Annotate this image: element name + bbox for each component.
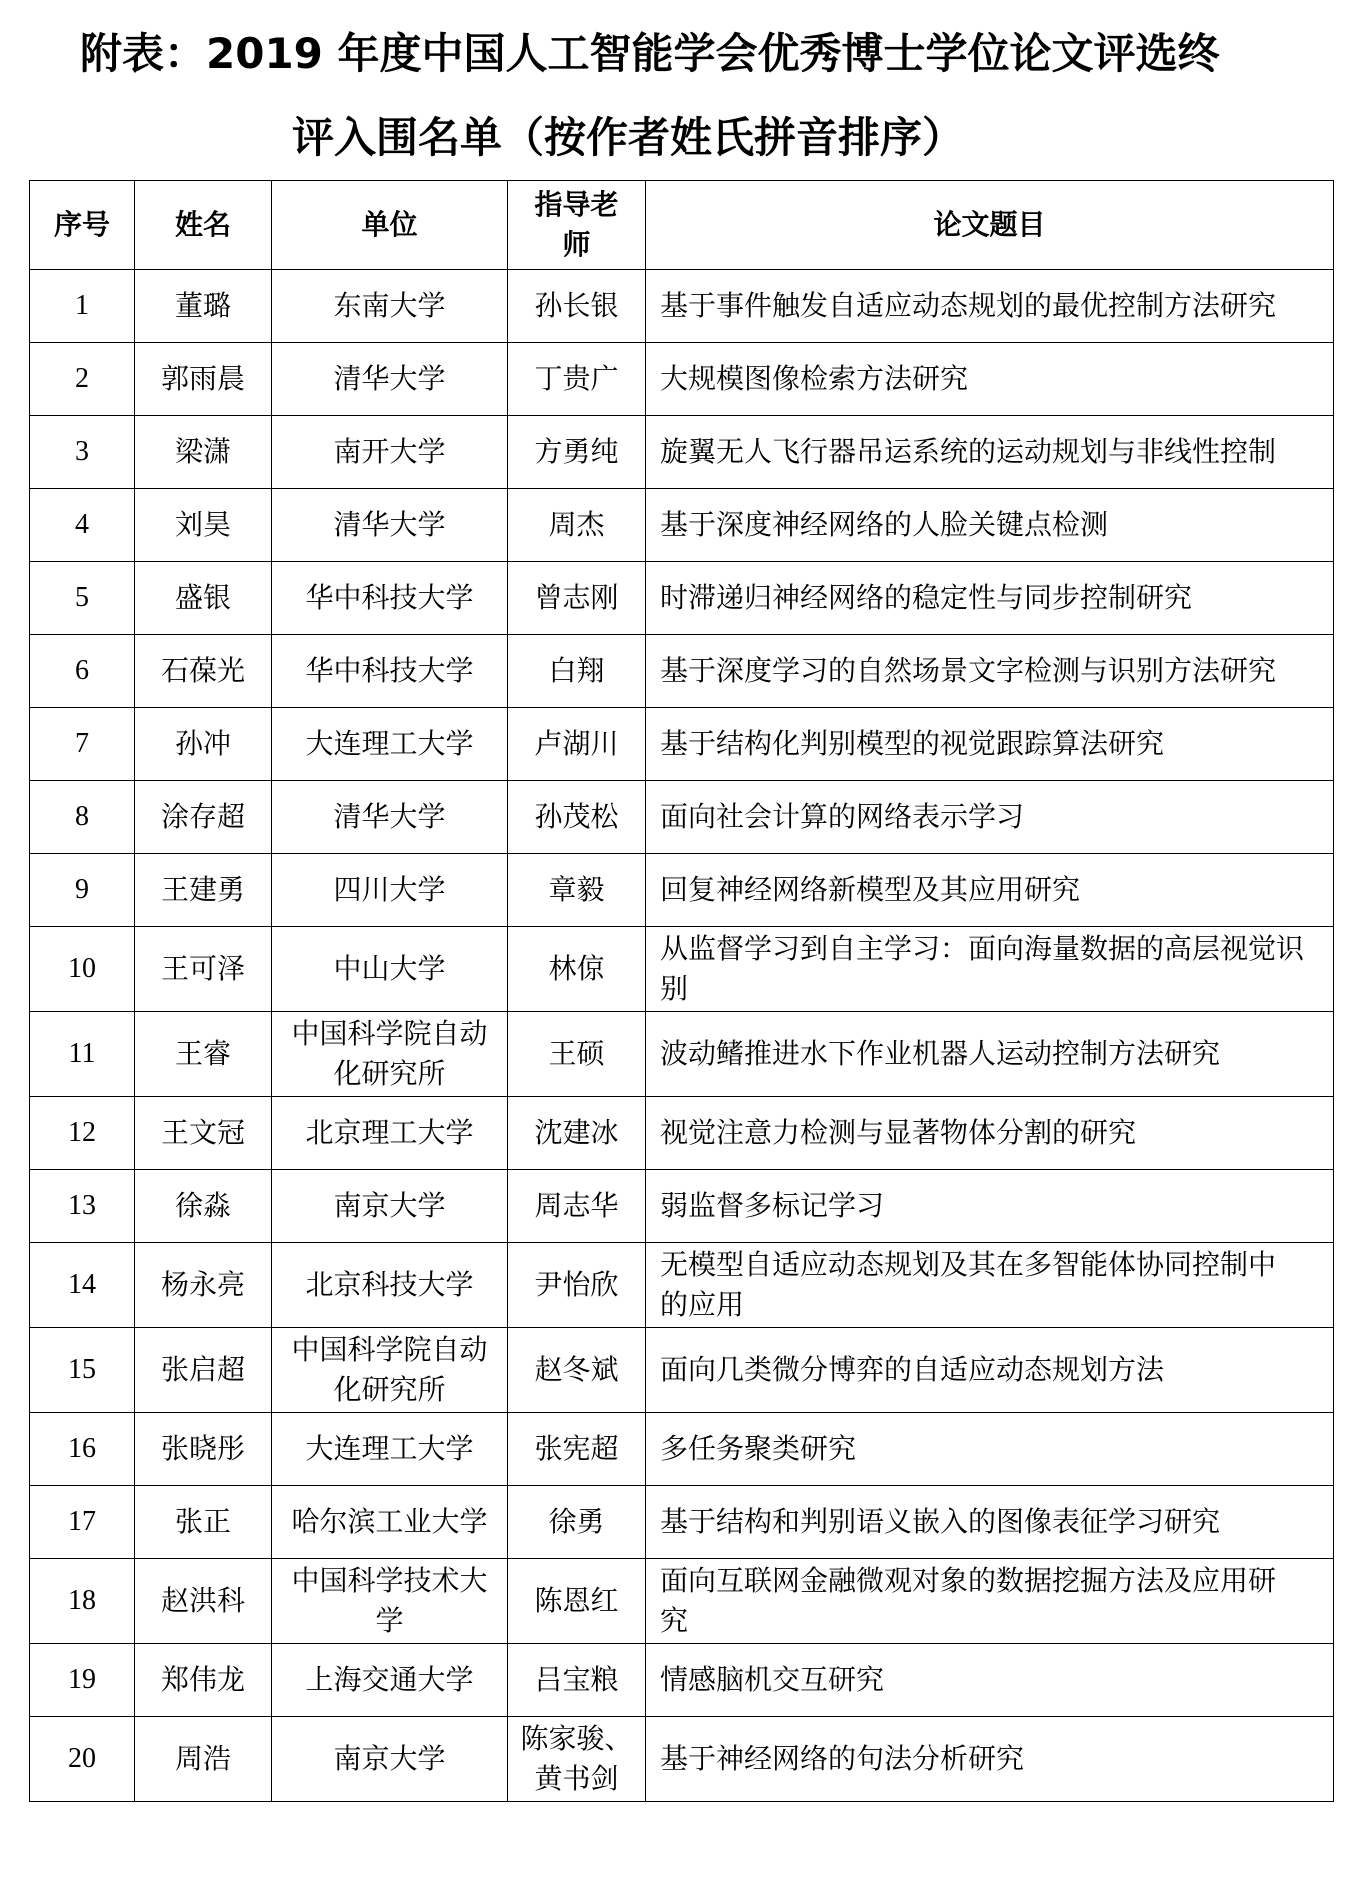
row-name: 赵洪科 — [135, 1559, 272, 1644]
row-name: 杨永亮 — [135, 1243, 272, 1328]
row-index: 5 — [30, 562, 135, 635]
row-advisor — [508, 927, 646, 1012]
row-advisor — [508, 489, 646, 562]
row-topic-line: 回复神经网络新模型及其应用研究 — [660, 873, 1081, 906]
row-unit-line: 哈尔滨工业大学 — [291, 1505, 488, 1538]
row-unit-line: 化研究所 — [333, 1373, 446, 1406]
row-unit-line: 东南大学 — [333, 289, 446, 322]
table-row — [30, 1486, 1334, 1559]
row-advisor-line: 吕宝粮 — [534, 1663, 619, 1696]
row-advisor-line: 白翔 — [548, 654, 605, 687]
row-advisor-line: 徐勇 — [548, 1505, 605, 1538]
row-advisor — [508, 1328, 646, 1413]
row-advisor — [508, 343, 646, 416]
row-unit-line: 上海交通大学 — [305, 1663, 474, 1696]
table-row — [30, 708, 1334, 781]
row-index: 18 — [30, 1559, 135, 1644]
row-name: 刘昊 — [135, 489, 272, 562]
row-name: 王建勇 — [135, 854, 272, 927]
row-topic — [646, 1170, 1334, 1243]
row-name: 石葆光 — [135, 635, 272, 708]
row-topic — [646, 1486, 1334, 1559]
row-unit — [272, 416, 508, 489]
row-unit-line: 清华大学 — [333, 508, 446, 541]
row-advisor-line: 周志华 — [534, 1189, 619, 1222]
row-topic — [646, 562, 1334, 635]
row-name: 梁潇 — [135, 416, 272, 489]
row-unit — [272, 1717, 508, 1802]
row-name: 王可泽 — [135, 927, 272, 1012]
table-row — [30, 854, 1334, 927]
row-unit — [272, 562, 508, 635]
row-name: 孙冲 — [135, 708, 272, 781]
table-row — [30, 489, 1334, 562]
row-unit — [272, 1559, 508, 1644]
row-topic — [646, 1328, 1334, 1413]
row-index: 12 — [30, 1097, 135, 1170]
table-row — [30, 1097, 1334, 1170]
row-unit-line: 中国科学技术大 — [291, 1564, 488, 1597]
table-row — [30, 1644, 1334, 1717]
row-advisor-line: 孙长银 — [534, 289, 619, 322]
table-row — [30, 416, 1334, 489]
row-name: 徐淼 — [135, 1170, 272, 1243]
row-advisor — [508, 562, 646, 635]
row-topic — [646, 781, 1334, 854]
row-unit-line: 南京大学 — [333, 1189, 446, 1222]
row-topic-line: 基于结构化判别模型的视觉跟踪算法研究 — [660, 727, 1165, 760]
row-topic-line: 基于深度神经网络的人脸关键点检测 — [660, 508, 1109, 541]
row-advisor-line: 黄书剑 — [534, 1762, 619, 1795]
row-index: 20 — [30, 1717, 135, 1802]
row-advisor — [508, 1170, 646, 1243]
row-topic-line: 多任务聚类研究 — [660, 1432, 857, 1465]
row-unit-line: 华中科技大学 — [305, 654, 474, 687]
row-advisor — [508, 708, 646, 781]
row-index: 8 — [30, 781, 135, 854]
row-index: 2 — [30, 343, 135, 416]
row-advisor-line: 王硕 — [548, 1037, 605, 1070]
row-unit-line: 中国科学院自动 — [291, 1333, 488, 1366]
row-unit-line: 化研究所 — [333, 1057, 446, 1090]
row-unit — [272, 854, 508, 927]
row-topic-line: 面向互联网金融微观对象的数据挖掘方法及应用研 — [660, 1564, 1277, 1597]
row-advisor-line: 孙茂松 — [534, 800, 619, 833]
row-unit-line: 大连理工大学 — [305, 1432, 474, 1465]
row-unit-line: 北京理工大学 — [305, 1116, 474, 1149]
row-name: 涂存超 — [135, 781, 272, 854]
table-row — [30, 1012, 1334, 1097]
page-title-line-2: 评入围名单（按作者姓氏拼音排序） — [292, 113, 965, 162]
row-index: 7 — [30, 708, 135, 781]
row-unit-line: 华中科技大学 — [305, 581, 474, 614]
row-name: 张晓彤 — [135, 1413, 272, 1486]
row-index: 9 — [30, 854, 135, 927]
row-advisor-line: 章毅 — [548, 873, 605, 906]
row-advisor-line: 陈恩红 — [534, 1584, 619, 1617]
row-unit — [272, 1328, 508, 1413]
row-topic — [646, 708, 1334, 781]
row-advisor — [508, 1644, 646, 1717]
table-row — [30, 635, 1334, 708]
table-row — [30, 1243, 1334, 1328]
row-topic — [646, 343, 1334, 416]
row-topic — [646, 854, 1334, 927]
table-row — [30, 270, 1334, 343]
row-topic-line: 时滞递归神经网络的稳定性与同步控制研究 — [660, 581, 1193, 614]
row-unit-line: 清华大学 — [333, 800, 446, 833]
row-unit-line: 清华大学 — [333, 362, 446, 395]
row-index: 10 — [30, 927, 135, 1012]
row-index: 6 — [30, 635, 135, 708]
row-advisor — [508, 1486, 646, 1559]
row-name: 王睿 — [135, 1012, 272, 1097]
row-topic — [646, 635, 1334, 708]
row-unit-line: 学 — [375, 1604, 404, 1637]
row-index: 19 — [30, 1644, 135, 1717]
row-index: 3 — [30, 416, 135, 489]
row-advisor — [508, 1097, 646, 1170]
row-index: 1 — [30, 270, 135, 343]
row-name: 董璐 — [135, 270, 272, 343]
row-name: 盛银 — [135, 562, 272, 635]
row-topic — [646, 489, 1334, 562]
row-topic-line: 视觉注意力检测与显著物体分割的研究 — [660, 1116, 1137, 1149]
table-row — [30, 1559, 1334, 1644]
row-unit — [272, 270, 508, 343]
table-row — [30, 562, 1334, 635]
row-unit — [272, 1486, 508, 1559]
table-header-row — [30, 181, 1334, 270]
row-topic-line: 别 — [660, 972, 689, 1005]
row-advisor-line: 张宪超 — [534, 1432, 619, 1465]
row-advisor-line: 尹怡欣 — [534, 1268, 619, 1301]
row-index: 4 — [30, 489, 135, 562]
row-unit — [272, 708, 508, 781]
row-advisor-line: 方勇纯 — [534, 435, 619, 468]
row-index: 16 — [30, 1413, 135, 1486]
table-row — [30, 1717, 1334, 1802]
row-unit — [272, 1413, 508, 1486]
row-advisor — [508, 1717, 646, 1802]
row-name: 郭雨晨 — [135, 343, 272, 416]
row-topic-line: 基于深度学习的自然场景文字检测与识别方法研究 — [660, 654, 1277, 687]
row-topic — [646, 1243, 1334, 1328]
row-advisor-line: 曾志刚 — [534, 581, 619, 614]
row-topic-line: 无模型自适应动态规划及其在多智能体协同控制中 — [660, 1248, 1277, 1281]
row-name: 张正 — [135, 1486, 272, 1559]
table-row — [30, 781, 1334, 854]
row-topic — [646, 1559, 1334, 1644]
row-topic-line: 弱监督多标记学习 — [660, 1189, 885, 1222]
row-topic-line: 波动鳍推进水下作业机器人运动控制方法研究 — [660, 1037, 1221, 1070]
row-topic — [646, 1097, 1334, 1170]
table-row — [30, 927, 1334, 1012]
header-advisor-line-1: 指导老 — [534, 188, 619, 221]
row-unit — [272, 781, 508, 854]
row-advisor — [508, 1413, 646, 1486]
row-unit — [272, 489, 508, 562]
table-row — [30, 343, 1334, 416]
row-unit — [272, 343, 508, 416]
row-unit — [272, 1097, 508, 1170]
row-unit — [272, 635, 508, 708]
page-title-line-1: 附表：2019 年度中国人工智能学会优秀博士学位论文评选终 — [80, 29, 1220, 78]
row-name: 张启超 — [135, 1328, 272, 1413]
row-name: 周浩 — [135, 1717, 272, 1802]
row-advisor-line: 陈家骏、 — [520, 1722, 633, 1755]
row-advisor — [508, 270, 646, 343]
row-topic-line: 情感脑机交互研究 — [660, 1663, 885, 1696]
row-advisor — [508, 1012, 646, 1097]
table-row — [30, 1170, 1334, 1243]
table-row — [30, 1328, 1334, 1413]
row-advisor-line: 沈建冰 — [534, 1116, 619, 1149]
row-advisor — [508, 781, 646, 854]
row-advisor — [508, 854, 646, 927]
row-index: 17 — [30, 1486, 135, 1559]
row-unit-line: 南京大学 — [333, 1742, 446, 1775]
row-advisor — [508, 1559, 646, 1644]
row-topic-line: 旋翼无人飞行器吊运系统的运动规划与非线性控制 — [660, 435, 1277, 468]
row-unit-line: 四川大学 — [333, 873, 446, 906]
header-topic: 论文题目 — [646, 181, 1334, 270]
row-index: 15 — [30, 1328, 135, 1413]
row-name: 郑伟龙 — [135, 1644, 272, 1717]
row-name: 王文冠 — [135, 1097, 272, 1170]
row-topic — [646, 270, 1334, 343]
row-unit-line: 北京科技大学 — [305, 1268, 474, 1301]
row-advisor-line: 周杰 — [548, 508, 605, 541]
table-body — [30, 270, 1334, 1802]
row-unit — [272, 927, 508, 1012]
row-topic-line: 从监督学习到自主学习：面向海量数据的高层视觉识 — [660, 932, 1305, 965]
row-advisor — [508, 1243, 646, 1328]
header-name: 姓名 — [135, 181, 272, 270]
row-unit — [272, 1012, 508, 1097]
row-unit-line: 中山大学 — [333, 952, 446, 985]
row-unit-line: 大连理工大学 — [305, 727, 474, 760]
row-index: 11 — [30, 1012, 135, 1097]
row-advisor — [508, 416, 646, 489]
row-unit — [272, 1170, 508, 1243]
row-topic-line: 的应用 — [660, 1288, 745, 1321]
row-topic-line: 基于神经网络的句法分析研究 — [660, 1742, 1025, 1775]
row-advisor-line: 赵冬斌 — [534, 1353, 619, 1386]
row-topic — [646, 1644, 1334, 1717]
row-topic-line: 基于事件触发自适应动态规划的最优控制方法研究 — [660, 289, 1277, 322]
row-unit — [272, 1644, 508, 1717]
row-topic-line: 基于结构和判别语义嵌入的图像表征学习研究 — [660, 1505, 1221, 1538]
row-advisor-line: 丁贵广 — [534, 362, 619, 395]
table-row — [30, 1413, 1334, 1486]
row-topic-line: 面向几类微分博弈的自适应动态规划方法 — [660, 1353, 1165, 1386]
row-topic — [646, 1012, 1334, 1097]
row-advisor — [508, 635, 646, 708]
header-advisor — [508, 181, 646, 270]
header-unit: 单位 — [272, 181, 508, 270]
row-topic-line: 究 — [660, 1604, 689, 1637]
row-unit-line: 中国科学院自动 — [291, 1017, 488, 1050]
row-topic — [646, 416, 1334, 489]
row-topic — [646, 927, 1334, 1012]
row-index: 14 — [30, 1243, 135, 1328]
row-topic-line: 面向社会计算的网络表示学习 — [660, 800, 1025, 833]
row-unit-line: 南开大学 — [333, 435, 446, 468]
header-index: 序号 — [30, 181, 135, 270]
row-index: 13 — [30, 1170, 135, 1243]
finalist-table — [29, 180, 1334, 1802]
row-topic-line: 大规模图像检索方法研究 — [660, 362, 969, 395]
row-advisor-line: 卢湖川 — [534, 727, 619, 760]
row-unit — [272, 1243, 508, 1328]
row-topic — [646, 1413, 1334, 1486]
header-advisor-line-2: 师 — [562, 228, 591, 261]
row-advisor-line: 林倞 — [548, 952, 605, 985]
row-topic — [646, 1717, 1334, 1802]
